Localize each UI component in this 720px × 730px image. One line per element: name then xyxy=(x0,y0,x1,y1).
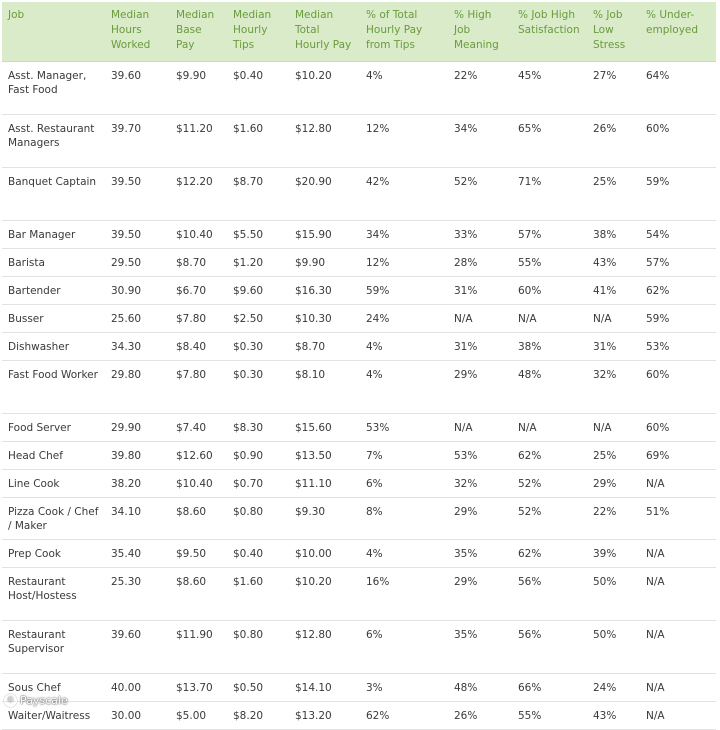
cell-pct-pay-from-tips: 6% xyxy=(360,620,448,673)
header-pct-underemployed: % Under-employed xyxy=(640,2,716,61)
cell-job: Fast Food Worker xyxy=(2,360,105,413)
table-body xyxy=(2,61,716,729)
cell-pct-high-satisfaction: N/A xyxy=(512,304,587,332)
cell-median-base-pay: $5.00 xyxy=(170,701,227,729)
cell-pct-pay-from-tips: 62% xyxy=(360,701,448,729)
table-row xyxy=(2,567,716,620)
cell-pct-pay-from-tips: 7% xyxy=(360,441,448,469)
table-header xyxy=(2,2,716,61)
cell-job: Pizza Cook / Chef / Maker xyxy=(2,497,105,539)
cell-pct-high-satisfaction: 56% xyxy=(512,567,587,620)
cell-median-total-pay: $13.50 xyxy=(289,441,360,469)
cell-pct-high-meaning: 29% xyxy=(448,360,512,413)
cell-pct-high-satisfaction: 55% xyxy=(512,248,587,276)
cell-pct-high-meaning: 34% xyxy=(448,114,512,167)
cell-pct-high-satisfaction: 48% xyxy=(512,360,587,413)
cell-pct-underemployed: 69% xyxy=(640,441,716,469)
cell-pct-high-meaning: 53% xyxy=(448,441,512,469)
header-pct-high-satisfaction: % Job High Satisfaction xyxy=(512,2,587,61)
cell-pct-high-satisfaction: 65% xyxy=(512,114,587,167)
header-pct-high-meaning: % High Job Meaning xyxy=(448,2,512,61)
cell-median-hours: 25.30 xyxy=(105,567,170,620)
cell-pct-high-meaning: N/A xyxy=(448,413,512,441)
cell-median-base-pay: $8.70 xyxy=(170,248,227,276)
cell-median-hours: 34.30 xyxy=(105,332,170,360)
cell-job: Waiter/Waitress xyxy=(2,701,105,729)
header-job: Job xyxy=(2,2,105,61)
cell-median-hours: 25.60 xyxy=(105,304,170,332)
cell-pct-pay-from-tips: 4% xyxy=(360,539,448,567)
cell-median-hourly-tips: $5.50 xyxy=(227,220,289,248)
cell-pct-low-stress: 32% xyxy=(587,360,640,413)
cell-job: Head Chef xyxy=(2,441,105,469)
cell-job: Food Server xyxy=(2,413,105,441)
cell-pct-high-meaning: N/A xyxy=(448,304,512,332)
cell-median-hourly-tips: $8.20 xyxy=(227,701,289,729)
cell-pct-underemployed: 64% xyxy=(640,61,716,114)
payscale-logo-icon: © xyxy=(4,694,17,707)
table-row xyxy=(2,114,716,167)
cell-pct-low-stress: 31% xyxy=(587,332,640,360)
cell-pct-high-satisfaction: 56% xyxy=(512,620,587,673)
cell-median-hourly-tips: $0.70 xyxy=(227,469,289,497)
cell-median-hours: 39.50 xyxy=(105,220,170,248)
cell-median-base-pay: $6.70 xyxy=(170,276,227,304)
cell-median-base-pay: $7.80 xyxy=(170,360,227,413)
cell-median-hours: 39.70 xyxy=(105,114,170,167)
cell-pct-low-stress: 24% xyxy=(587,673,640,701)
cell-pct-low-stress: 39% xyxy=(587,539,640,567)
table-row xyxy=(2,469,716,497)
cell-pct-high-satisfaction: 45% xyxy=(512,61,587,114)
cell-pct-underemployed: 57% xyxy=(640,248,716,276)
cell-median-hours: 39.60 xyxy=(105,620,170,673)
table-row xyxy=(2,620,716,673)
header-pct-low-stress: % Job Low Stress xyxy=(587,2,640,61)
cell-median-total-pay: $10.20 xyxy=(289,61,360,114)
cell-pct-high-meaning: 31% xyxy=(448,276,512,304)
restaurant-jobs-table xyxy=(2,2,716,730)
cell-median-total-pay: $9.30 xyxy=(289,497,360,539)
cell-job: Restaurant Supervisor xyxy=(2,620,105,673)
cell-job: Asst. Restaurant Managers xyxy=(2,114,105,167)
cell-job: Banquet Captain xyxy=(2,167,105,220)
table-row xyxy=(2,360,716,413)
cell-pct-high-satisfaction: 38% xyxy=(512,332,587,360)
cell-pct-underemployed: N/A xyxy=(640,567,716,620)
table-row xyxy=(2,220,716,248)
cell-pct-pay-from-tips: 42% xyxy=(360,167,448,220)
cell-median-hourly-tips: $8.30 xyxy=(227,413,289,441)
cell-median-total-pay: $8.70 xyxy=(289,332,360,360)
cell-pct-high-meaning: 28% xyxy=(448,248,512,276)
cell-median-hours: 40.00 xyxy=(105,673,170,701)
header-row xyxy=(2,2,716,61)
cell-pct-underemployed: 54% xyxy=(640,220,716,248)
cell-pct-pay-from-tips: 4% xyxy=(360,61,448,114)
table-row xyxy=(2,276,716,304)
cell-pct-pay-from-tips: 24% xyxy=(360,304,448,332)
cell-pct-pay-from-tips: 4% xyxy=(360,332,448,360)
cell-median-base-pay: $8.40 xyxy=(170,332,227,360)
cell-median-base-pay: $12.60 xyxy=(170,441,227,469)
cell-median-hourly-tips: $9.60 xyxy=(227,276,289,304)
cell-pct-low-stress: 25% xyxy=(587,441,640,469)
cell-pct-underemployed: 60% xyxy=(640,360,716,413)
cell-median-total-pay: $9.90 xyxy=(289,248,360,276)
cell-median-hourly-tips: $2.50 xyxy=(227,304,289,332)
cell-pct-underemployed: 60% xyxy=(640,413,716,441)
cell-pct-pay-from-tips: 12% xyxy=(360,114,448,167)
cell-pct-high-satisfaction: N/A xyxy=(512,413,587,441)
cell-pct-underemployed: 59% xyxy=(640,304,716,332)
cell-pct-high-satisfaction: 60% xyxy=(512,276,587,304)
cell-median-base-pay: $8.60 xyxy=(170,497,227,539)
cell-pct-high-satisfaction: 66% xyxy=(512,673,587,701)
cell-pct-pay-from-tips: 59% xyxy=(360,276,448,304)
cell-pct-high-meaning: 22% xyxy=(448,61,512,114)
cell-pct-underemployed: N/A xyxy=(640,539,716,567)
cell-pct-low-stress: N/A xyxy=(587,413,640,441)
cell-pct-low-stress: 25% xyxy=(587,167,640,220)
cell-median-hours: 29.90 xyxy=(105,413,170,441)
cell-pct-underemployed: 53% xyxy=(640,332,716,360)
cell-job: Sous Chef xyxy=(2,673,105,701)
cell-median-total-pay: $11.10 xyxy=(289,469,360,497)
cell-median-base-pay: $7.40 xyxy=(170,413,227,441)
cell-pct-high-satisfaction: 55% xyxy=(512,701,587,729)
cell-median-hourly-tips: $0.80 xyxy=(227,620,289,673)
cell-pct-underemployed: 51% xyxy=(640,497,716,539)
cell-pct-pay-from-tips: 6% xyxy=(360,469,448,497)
table-row xyxy=(2,673,716,701)
cell-pct-high-meaning: 48% xyxy=(448,673,512,701)
header-median-hourly-tips: Median Hourly Tips xyxy=(227,2,289,61)
table-row xyxy=(2,497,716,539)
watermark-text: Payscale xyxy=(20,694,68,707)
header-median-total-pay: Median Total Hourly Pay xyxy=(289,2,360,61)
cell-pct-low-stress: 27% xyxy=(587,61,640,114)
cell-pct-high-meaning: 33% xyxy=(448,220,512,248)
cell-pct-high-satisfaction: 57% xyxy=(512,220,587,248)
cell-median-hours: 29.50 xyxy=(105,248,170,276)
cell-median-hours: 35.40 xyxy=(105,539,170,567)
table-row xyxy=(2,701,716,729)
cell-pct-pay-from-tips: 3% xyxy=(360,673,448,701)
cell-median-total-pay: $16.30 xyxy=(289,276,360,304)
cell-median-base-pay: $8.60 xyxy=(170,567,227,620)
cell-median-total-pay: $20.90 xyxy=(289,167,360,220)
cell-pct-pay-from-tips: 8% xyxy=(360,497,448,539)
cell-median-hourly-tips: $1.60 xyxy=(227,114,289,167)
cell-pct-underemployed: N/A xyxy=(640,701,716,729)
cell-pct-high-meaning: 26% xyxy=(448,701,512,729)
cell-pct-low-stress: 29% xyxy=(587,469,640,497)
cell-median-base-pay: $7.80 xyxy=(170,304,227,332)
cell-pct-high-meaning: 29% xyxy=(448,497,512,539)
cell-job: Restaurant Host/Hostess xyxy=(2,567,105,620)
cell-median-hours: 39.50 xyxy=(105,167,170,220)
cell-median-hourly-tips: $1.20 xyxy=(227,248,289,276)
cell-job: Busser xyxy=(2,304,105,332)
cell-pct-high-meaning: 52% xyxy=(448,167,512,220)
cell-job: Barista xyxy=(2,248,105,276)
cell-median-base-pay: $10.40 xyxy=(170,469,227,497)
cell-median-total-pay: $13.20 xyxy=(289,701,360,729)
cell-median-total-pay: $12.80 xyxy=(289,620,360,673)
cell-median-total-pay: $8.10 xyxy=(289,360,360,413)
cell-median-hourly-tips: $0.40 xyxy=(227,61,289,114)
cell-pct-pay-from-tips: 16% xyxy=(360,567,448,620)
cell-median-base-pay: $11.90 xyxy=(170,620,227,673)
header-median-hours: Median Hours Worked xyxy=(105,2,170,61)
cell-median-base-pay: $13.70 xyxy=(170,673,227,701)
cell-job: Bar Manager xyxy=(2,220,105,248)
cell-pct-high-satisfaction: 62% xyxy=(512,441,587,469)
cell-median-hourly-tips: $0.50 xyxy=(227,673,289,701)
cell-median-hourly-tips: $0.30 xyxy=(227,332,289,360)
cell-pct-pay-from-tips: 53% xyxy=(360,413,448,441)
cell-pct-underemployed: N/A xyxy=(640,469,716,497)
table-row xyxy=(2,167,716,220)
cell-median-total-pay: $10.30 xyxy=(289,304,360,332)
cell-pct-low-stress: 50% xyxy=(587,567,640,620)
cell-median-total-pay: $15.90 xyxy=(289,220,360,248)
cell-pct-high-meaning: 35% xyxy=(448,620,512,673)
cell-pct-pay-from-tips: 12% xyxy=(360,248,448,276)
cell-pct-high-satisfaction: 62% xyxy=(512,539,587,567)
cell-pct-high-meaning: 29% xyxy=(448,567,512,620)
table-row xyxy=(2,61,716,114)
cell-pct-low-stress: N/A xyxy=(587,304,640,332)
cell-pct-underemployed: N/A xyxy=(640,673,716,701)
cell-pct-underemployed: 62% xyxy=(640,276,716,304)
cell-pct-high-satisfaction: 52% xyxy=(512,469,587,497)
cell-median-hours: 38.20 xyxy=(105,469,170,497)
cell-median-hours: 34.10 xyxy=(105,497,170,539)
cell-pct-low-stress: 22% xyxy=(587,497,640,539)
cell-median-hours: 29.80 xyxy=(105,360,170,413)
cell-pct-high-meaning: 32% xyxy=(448,469,512,497)
cell-job: Asst. Manager, Fast Food xyxy=(2,61,105,114)
header-pct-pay-from-tips: % of Total Hourly Pay from Tips xyxy=(360,2,448,61)
cell-median-hours: 30.90 xyxy=(105,276,170,304)
cell-pct-underemployed: 60% xyxy=(640,114,716,167)
cell-pct-underemployed: N/A xyxy=(640,620,716,673)
cell-median-hourly-tips: $0.90 xyxy=(227,441,289,469)
cell-pct-low-stress: 43% xyxy=(587,701,640,729)
payscale-table-container xyxy=(2,2,716,730)
cell-median-total-pay: $10.00 xyxy=(289,539,360,567)
cell-pct-high-satisfaction: 52% xyxy=(512,497,587,539)
cell-median-hourly-tips: $0.40 xyxy=(227,539,289,567)
cell-job: Bartender xyxy=(2,276,105,304)
cell-median-total-pay: $12.80 xyxy=(289,114,360,167)
cell-pct-low-stress: 26% xyxy=(587,114,640,167)
cell-median-total-pay: $15.60 xyxy=(289,413,360,441)
table-row xyxy=(2,441,716,469)
cell-median-base-pay: $9.90 xyxy=(170,61,227,114)
cell-pct-low-stress: 41% xyxy=(587,276,640,304)
table-row xyxy=(2,332,716,360)
cell-median-total-pay: $14.10 xyxy=(289,673,360,701)
cell-pct-underemployed: 59% xyxy=(640,167,716,220)
cell-pct-low-stress: 43% xyxy=(587,248,640,276)
cell-median-hourly-tips: $0.30 xyxy=(227,360,289,413)
cell-median-base-pay: $9.50 xyxy=(170,539,227,567)
cell-median-total-pay: $10.20 xyxy=(289,567,360,620)
cell-median-base-pay: $12.20 xyxy=(170,167,227,220)
cell-pct-high-meaning: 31% xyxy=(448,332,512,360)
cell-job: Line Cook xyxy=(2,469,105,497)
cell-median-hourly-tips: $8.70 xyxy=(227,167,289,220)
cell-median-hours: 30.00 xyxy=(105,701,170,729)
cell-pct-pay-from-tips: 34% xyxy=(360,220,448,248)
payscale-watermark xyxy=(4,694,68,707)
cell-pct-high-satisfaction: 71% xyxy=(512,167,587,220)
cell-pct-low-stress: 50% xyxy=(587,620,640,673)
cell-pct-high-meaning: 35% xyxy=(448,539,512,567)
cell-pct-low-stress: 38% xyxy=(587,220,640,248)
table-row xyxy=(2,413,716,441)
cell-median-hours: 39.80 xyxy=(105,441,170,469)
cell-median-hourly-tips: $1.60 xyxy=(227,567,289,620)
header-median-base-pay: Median Base Pay xyxy=(170,2,227,61)
table-row xyxy=(2,304,716,332)
cell-median-base-pay: $10.40 xyxy=(170,220,227,248)
cell-job: Dishwasher xyxy=(2,332,105,360)
cell-job: Prep Cook xyxy=(2,539,105,567)
table-row xyxy=(2,539,716,567)
table-row xyxy=(2,248,716,276)
cell-median-base-pay: $11.20 xyxy=(170,114,227,167)
cell-median-hourly-tips: $0.80 xyxy=(227,497,289,539)
cell-median-hours: 39.60 xyxy=(105,61,170,114)
cell-pct-pay-from-tips: 4% xyxy=(360,360,448,413)
